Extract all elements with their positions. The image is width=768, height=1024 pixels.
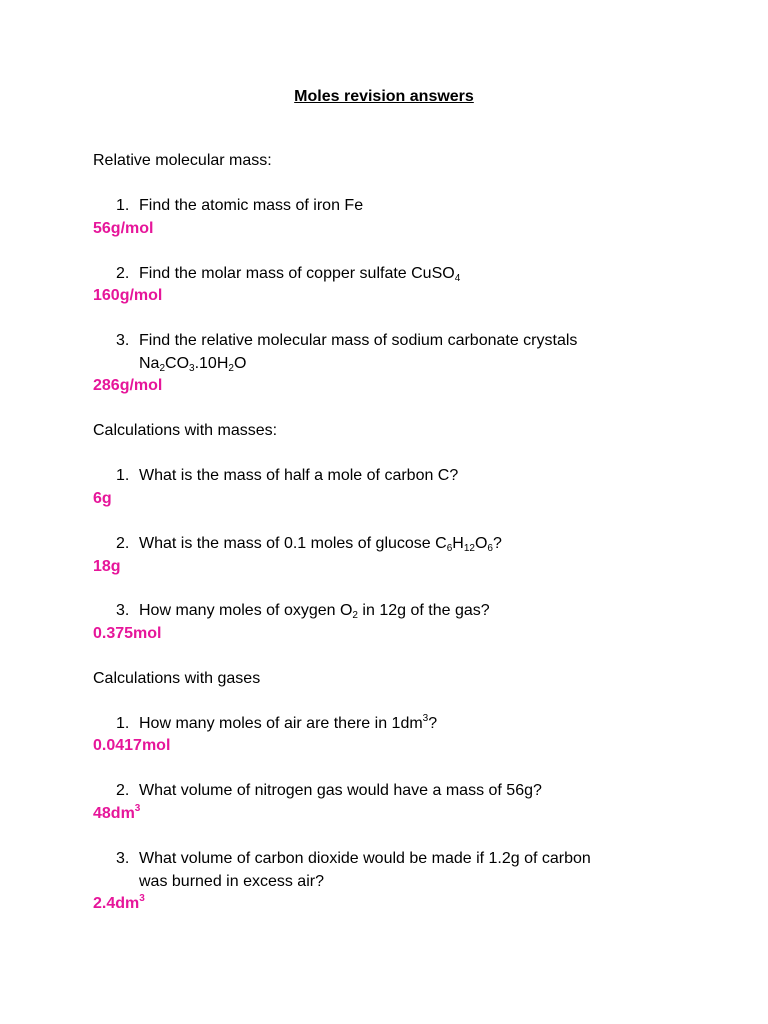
question-text: How many moles of oxygen O — [139, 602, 353, 619]
question-number: 2. — [116, 265, 130, 282]
question: 1. How many moles of air are there in $1dm^3$? — [116, 713, 437, 735]
answer: 18g — [93, 558, 121, 575]
section-heading: Calculations with gases — [93, 670, 261, 687]
section-heading: Calculations with masses: — [93, 422, 278, 439]
question — [116, 195, 363, 217]
subscript: 4 — [454, 273, 461, 284]
question-number: 2. — [116, 535, 130, 552]
question-number: 1. — [116, 197, 130, 214]
question-number: 3. — [116, 602, 130, 619]
question — [116, 330, 577, 352]
document-title: Moles revision answers — [294, 88, 474, 105]
section-heading: Relative molecular mass: — [93, 152, 272, 169]
question: 3. How many moles of oxygen $O_2$ in 12g of the gas? — [116, 602, 490, 621]
question-text: Find the atomic mass of iron Fe — [139, 197, 364, 214]
answer: 0.0417mol — [93, 737, 171, 754]
answer: 160g/mol — [93, 287, 163, 304]
question-formula-line: $Na_2CO_3.10H_2O$ — [139, 355, 247, 374]
question-number: 2. — [116, 782, 130, 799]
question — [116, 848, 591, 870]
answer: 286g/mol — [93, 377, 163, 394]
question-text: Find the molar mass of copper sulfate CuSO — [139, 265, 455, 282]
question: 2. What is the mass of 0.1 moles of glucose $C_6H_{12}O_6$? — [116, 535, 502, 554]
answer: 6g — [93, 490, 112, 507]
question — [116, 263, 460, 285]
question-text: What is the mass of half a mole of carbon C? — [139, 467, 459, 484]
question — [116, 465, 458, 487]
answer: 0.375mol — [93, 625, 162, 642]
question-text-continued: was burned in excess air? — [139, 873, 324, 890]
question-text: What volume of carbon dioxide would be made if 1.2g of carbon — [139, 850, 591, 867]
question — [116, 780, 542, 802]
question-number: 1. — [116, 715, 130, 732]
question-number: 1. — [116, 467, 130, 484]
answer: 56g/mol — [93, 220, 154, 237]
question-text: What volume of nitrogen gas would have a mass of 56g? — [139, 782, 542, 799]
answer: $2.4dm^3$ — [93, 893, 145, 912]
answer: $48dm^3$ — [93, 803, 141, 822]
question-number: 3. — [116, 332, 130, 349]
question-number: 3. — [116, 850, 130, 867]
question-text: How many moles of air are there in 1dm — [139, 715, 423, 732]
question-text: What is the mass of 0.1 moles of glucose C — [139, 535, 447, 552]
question-text: Find the relative molecular mass of sodium carbonate crystals — [139, 332, 578, 349]
